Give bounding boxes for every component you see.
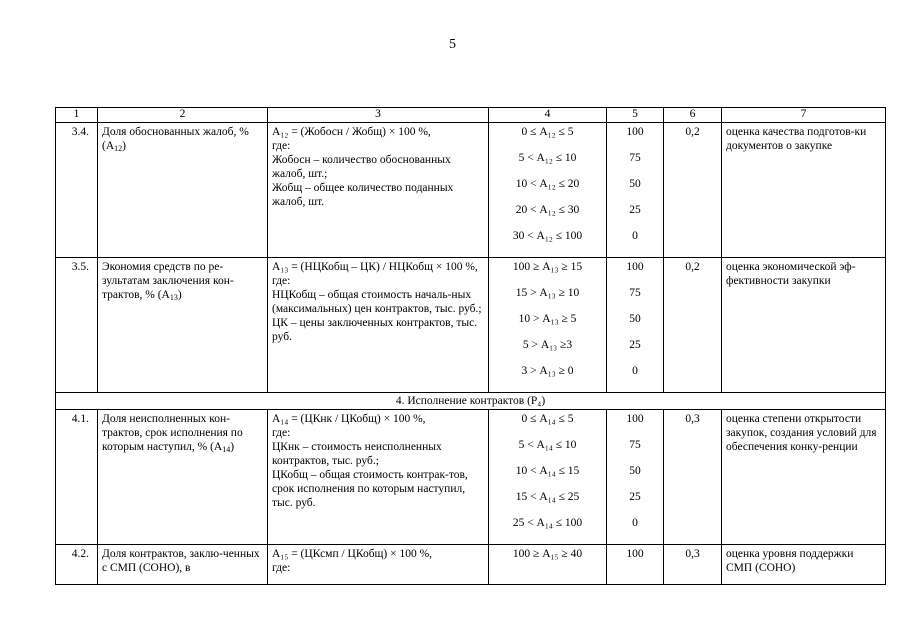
col-header: 7 bbox=[722, 108, 886, 123]
condition: 10 < А₁₄ ≤ 15 bbox=[515, 465, 580, 477]
indicator-text: Доля контрактов, заклю-ченных с СМП (СОНО), в bbox=[102, 548, 260, 574]
points-value: 0 bbox=[632, 365, 638, 377]
points-cell bbox=[607, 545, 664, 585]
formula-line: ЦКнк – стоимость неисполненных контрактов, тыс. руб.; bbox=[272, 441, 442, 467]
formula-line: ЦК – цены заключенных контрактов, тыс. руб. bbox=[272, 317, 478, 343]
condition: 5 < А₁₄ ≤ 10 bbox=[518, 439, 577, 451]
points-value: 50 bbox=[629, 465, 641, 477]
conditions-cell bbox=[489, 258, 607, 393]
points-value: 75 bbox=[629, 287, 641, 299]
table-body bbox=[56, 108, 886, 585]
table-row bbox=[56, 410, 886, 545]
purpose: оценка экономической эф-фективности закупки bbox=[722, 258, 886, 393]
indicator-name bbox=[98, 410, 268, 545]
name-after: ) bbox=[122, 140, 126, 152]
formula-line: ЦКобщ – общая стоимость контрак-тов, срок исполнения по которым наступил, тыс. руб. bbox=[272, 469, 468, 509]
points-value: 100 bbox=[626, 413, 644, 425]
col-header: 4 bbox=[489, 108, 607, 123]
formula-cell bbox=[268, 258, 489, 393]
points-value: 0 bbox=[632, 517, 638, 529]
table-row bbox=[56, 545, 886, 585]
points-cell bbox=[607, 410, 664, 545]
formula-line: А₁₄ = (ЦКнк / ЦКобщ) × 100 %, bbox=[272, 413, 426, 425]
index-sub: 12 bbox=[114, 144, 123, 153]
weight: 0,2 bbox=[664, 258, 722, 393]
formula-line: А₁₅ = (ЦКсмп / ЦКобщ) × 100 %, bbox=[272, 548, 433, 560]
condition: 0 ≤ А₁₄ ≤ 5 bbox=[521, 413, 574, 425]
purpose: оценка степени открытости закупок, создания условий для обеспечения конку-ренции bbox=[722, 410, 886, 545]
header-row bbox=[56, 108, 886, 123]
points-value: 0 bbox=[632, 230, 638, 242]
condition: 25 < А₁₄ ≤ 100 bbox=[512, 517, 583, 529]
conditions-cell bbox=[489, 545, 607, 585]
indicator-text: Доля неисполненных кон-трактов, срок исполнения по которым наступил, % (А bbox=[102, 413, 243, 453]
formula-line: где: bbox=[272, 427, 291, 439]
points-value: 100 bbox=[626, 548, 644, 560]
weight: 0,3 bbox=[664, 410, 722, 545]
condition: 10 < А₁₂ ≤ 20 bbox=[515, 178, 580, 190]
row-number: 4.1. bbox=[56, 410, 98, 545]
indicator-name bbox=[98, 545, 268, 585]
condition: 100 ≥ А₁₅ ≥ 40 bbox=[512, 548, 583, 560]
points-value: 100 bbox=[626, 261, 644, 273]
criteria-table bbox=[55, 107, 886, 585]
condition: 30 < А₁₂ ≤ 100 bbox=[512, 230, 583, 242]
condition: 15 < А₁₄ ≤ 25 bbox=[515, 491, 580, 503]
formula-line: где: bbox=[272, 275, 291, 287]
row-number: 4.2. bbox=[56, 545, 98, 585]
purpose: оценка качества подготов-ки документов о закупке bbox=[722, 123, 886, 258]
formula-line: Жобщ – общее количество поданных жалоб, шт. bbox=[272, 182, 454, 208]
page-number: 5 bbox=[449, 37, 456, 52]
condition: 20 < А₁₂ ≤ 30 bbox=[515, 204, 580, 216]
name-after: ) bbox=[230, 441, 235, 453]
condition: 3 > А₁₃ ≥ 0 bbox=[521, 365, 574, 377]
points-value: 50 bbox=[629, 178, 641, 190]
formula-line: где: bbox=[272, 140, 291, 152]
section-row bbox=[56, 393, 886, 410]
col-header: 6 bbox=[664, 108, 722, 123]
points-value: 25 bbox=[629, 204, 641, 216]
formula-cell bbox=[268, 123, 489, 258]
col-header: 2 bbox=[98, 108, 268, 123]
col-header: 3 bbox=[268, 108, 489, 123]
formula-line: где: bbox=[272, 562, 291, 574]
points-value: 50 bbox=[629, 313, 641, 325]
condition: 15 > А₁₃ ≥ 10 bbox=[515, 287, 580, 299]
weight: 0,3 bbox=[664, 545, 722, 585]
purpose: оценка уровня поддержки СМП (СОНО) bbox=[722, 545, 886, 585]
points-value: 75 bbox=[629, 439, 641, 451]
formula-line: Жобосн – количество обоснованных жалоб, шт.; bbox=[272, 154, 451, 180]
col-header: 1 bbox=[56, 108, 98, 123]
formula-line: А₁₂ = (Жобосн / Жобщ) × 100 %, bbox=[272, 126, 431, 138]
indicator-text: Доля обоснованных жалоб, % (А bbox=[102, 126, 249, 152]
points-cell bbox=[607, 258, 664, 393]
indicator-name bbox=[98, 123, 268, 258]
condition: 5 < А₁₂ ≤ 10 bbox=[518, 152, 577, 164]
index-sub: 14 bbox=[222, 445, 231, 454]
conditions-cell bbox=[489, 123, 607, 258]
condition: 10 > А₁₃ ≥ 5 bbox=[518, 313, 577, 325]
condition: 0 ≤ А₁₂ ≤ 5 bbox=[521, 126, 574, 138]
points-value: 25 bbox=[629, 491, 641, 503]
points-value: 100 bbox=[626, 126, 644, 138]
formula-cell bbox=[268, 545, 489, 585]
formula-line: А₁₃ = (НЦКобщ – ЦК) / НЦКобщ × 100 %, bbox=[272, 261, 478, 273]
name-after: ) bbox=[177, 289, 182, 301]
row-number: 3.4. bbox=[56, 123, 98, 258]
condition: 5 > А₁₃ ≥3 bbox=[522, 339, 573, 351]
table-row bbox=[56, 258, 886, 393]
condition: 100 ≥ А₁₃ ≥ 15 bbox=[512, 261, 583, 273]
points-value: 25 bbox=[629, 339, 641, 351]
formula-cell bbox=[268, 410, 489, 545]
section-title: 4. Исполнение контрактов (Р₄) bbox=[56, 393, 886, 410]
col-header: 5 bbox=[607, 108, 664, 123]
weight: 0,2 bbox=[664, 123, 722, 258]
row-number: 3.5. bbox=[56, 258, 98, 393]
indicator-name bbox=[98, 258, 268, 393]
index-sub: 13 bbox=[169, 293, 178, 302]
table-row bbox=[56, 123, 886, 258]
formula-line: НЦКобщ – общая стоимость началь-ных (максимальных) цен контрактов, тыс. руб.; bbox=[272, 289, 482, 315]
points-cell bbox=[607, 123, 664, 258]
points-value: 75 bbox=[629, 152, 641, 164]
indicator-text: Экономия средств по ре-зультатам заключения кон-трактов, % (А bbox=[102, 261, 234, 301]
conditions-cell bbox=[489, 410, 607, 545]
